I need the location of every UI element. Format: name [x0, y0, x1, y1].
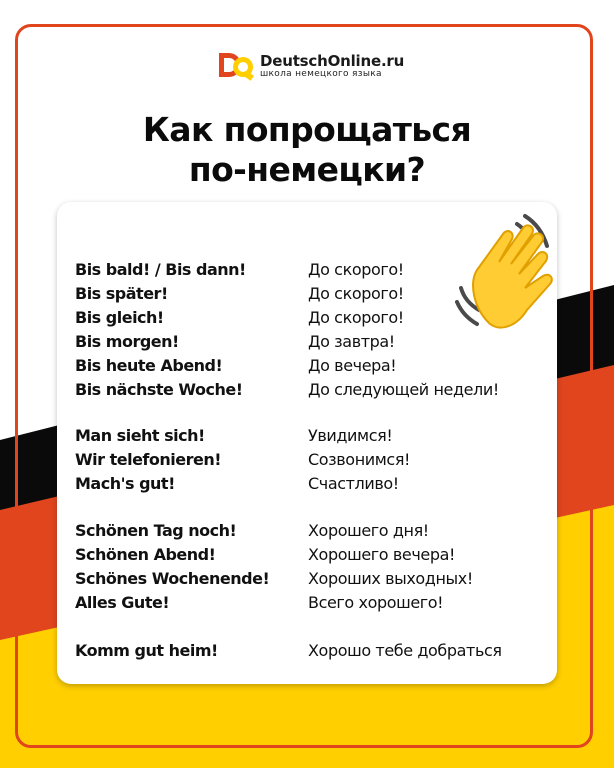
title-line-2: по-немецки?: [188, 150, 426, 189]
phrase-german: Bis heute Abend!: [75, 356, 223, 375]
phrase-russian: Хороших выходных!: [308, 569, 473, 588]
phrase-german: Bis später!: [75, 284, 168, 303]
logo-mark-icon: [216, 50, 256, 82]
phrase-row: [57, 472, 557, 496]
phrase-russian: До скорого!: [308, 284, 404, 303]
title-line-1: Как попрощаться: [142, 110, 472, 149]
phrase-row: [57, 543, 557, 567]
page-title: [0, 110, 614, 190]
phrase-row: [57, 639, 557, 663]
phrase-row: [57, 567, 557, 591]
brand-name: DeutschOnline.ru: [260, 51, 405, 70]
phrase-russian: Увидимся!: [308, 426, 393, 445]
phrase-russian: Всего хорошего!: [308, 593, 444, 612]
phrase-russian: До следующей недели!: [308, 380, 499, 399]
phrase-russian: До вечера!: [308, 356, 397, 375]
phrase-german: Wir telefonieren!: [75, 450, 222, 469]
brand-tagline: школа немецкого языка: [260, 68, 382, 79]
phrase-german: Mach's gut!: [75, 474, 175, 493]
phrase-german: Schönen Abend!: [75, 545, 216, 564]
phrase-russian: До скорого!: [308, 308, 404, 327]
phrase-german: Bis gleich!: [75, 308, 164, 327]
phrase-german: Schönes Wochenende!: [75, 569, 270, 588]
phrase-german: Bis bald! / Bis dann!: [75, 260, 246, 279]
phrase-russian: Хорошего дня!: [308, 521, 429, 540]
brand-logo: [216, 50, 404, 82]
phrase-russian: Созвонимся!: [308, 450, 411, 469]
phrase-german: Bis morgen!: [75, 332, 179, 351]
phrase-german: Man sieht sich!: [75, 426, 205, 445]
phrase-german: Schönen Tag noch!: [75, 521, 237, 540]
phrase-german: Bis nächste Woche!: [75, 380, 243, 399]
phrase-german: Alles Gute!: [75, 593, 170, 612]
phrase-russian: Хорошего вечера!: [308, 545, 456, 564]
phrase-russian: До скорого!: [308, 260, 404, 279]
phrase-russian: Счастливо!: [308, 474, 399, 493]
phrase-row: [57, 354, 557, 378]
phrase-row: [57, 591, 557, 615]
phrase-row: [57, 424, 557, 448]
phrase-russian: Хорошо тебе добраться: [308, 641, 502, 660]
phrase-russian: До завтра!: [308, 332, 395, 351]
phrase-german: Komm gut heim!: [75, 641, 218, 660]
phrase-row: [57, 519, 557, 543]
waving-hand-icon: [455, 212, 575, 342]
phrase-row: [57, 378, 557, 402]
phrase-row: [57, 448, 557, 472]
